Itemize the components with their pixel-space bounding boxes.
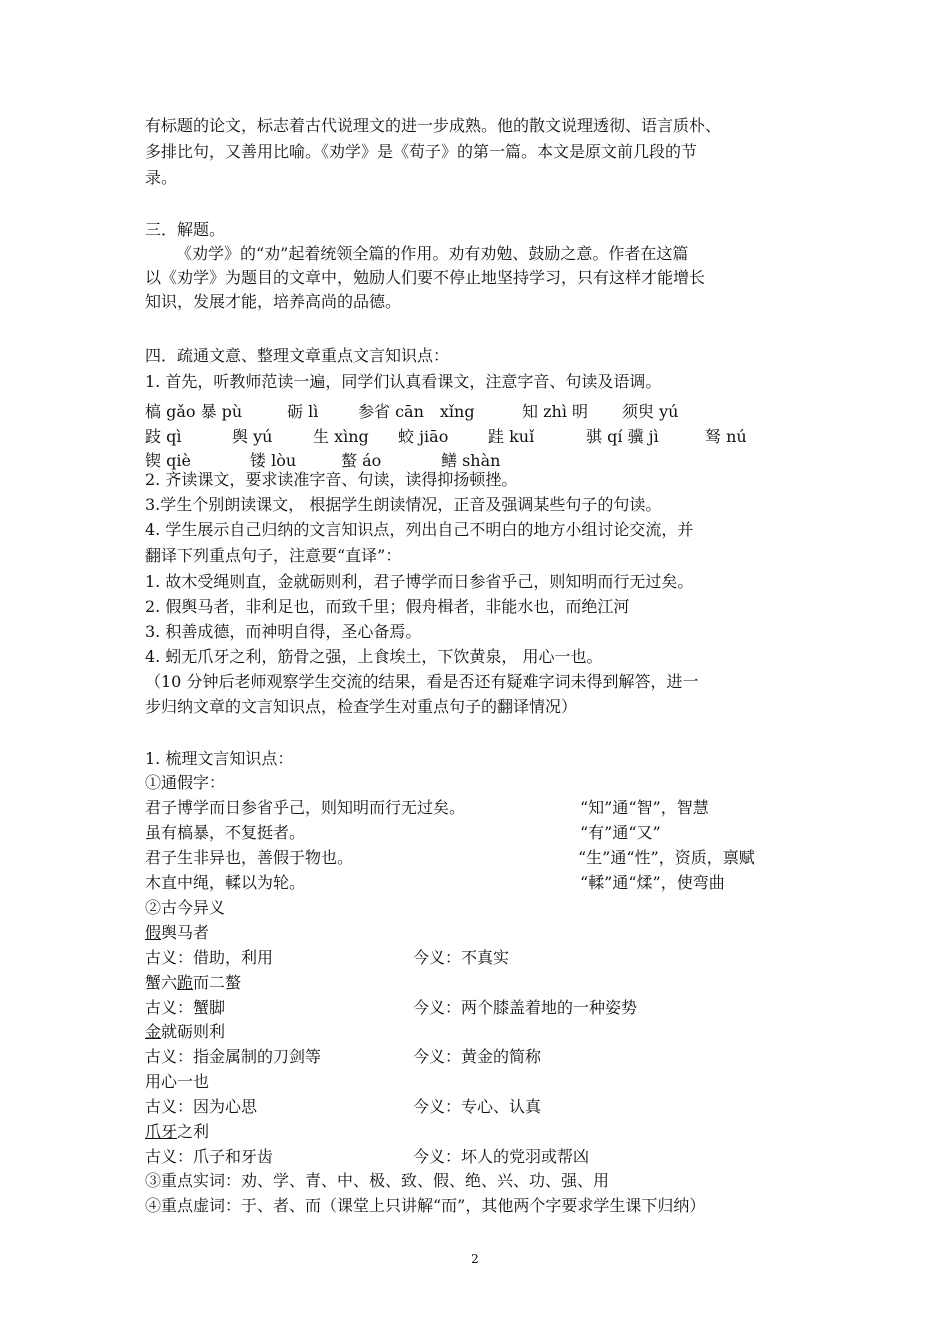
- key-content-words: ③重点实词：劝、学、青、中、极、致、假、绝、兴、功、强、用: [145, 1171, 610, 1190]
- step-2: 2. 齐读课文，要求读准字音、句读，读得抑扬顿挫。: [145, 470, 518, 489]
- gujin-ancient-meaning: 古义：爪子和牙齿: [145, 1147, 274, 1166]
- tongjia-note: “有”通“又”: [580, 823, 661, 842]
- gujin-keyword: 爪牙: [145, 1122, 178, 1141]
- gujin-phrase: 用心一也: [145, 1072, 210, 1091]
- tongjia-sentence: 木直中绳，輮以为轮。: [145, 873, 306, 892]
- pron-item: 锲 qiè: [145, 451, 191, 470]
- intro-line-3: 录。: [145, 168, 178, 187]
- section3-line-3: 知识，发展才能，培养高尚的品德。: [145, 292, 402, 311]
- key-sentence-4: 4. 蚓无爪牙之利，筋骨之强，上食埃土，下饮黄泉， 用心一也。: [145, 647, 603, 666]
- pron-item: 骐 qí 骥 jì: [586, 427, 659, 446]
- gujin-modern-meaning: 今义：黄金的简称: [413, 1047, 542, 1066]
- gujin-modern-meaning: 今义：坏人的党羽或帮凶: [413, 1147, 590, 1166]
- tongjia-sentence: 君子生非异也，善假于物也。: [145, 848, 354, 867]
- step-1: 1. 首先，听教师范读一遍，同学们认真看课文，注意字音、句读及语调。: [145, 372, 662, 391]
- teacher-note-line-1: （10 分钟后老师观察学生交流的结果，看是否还有疑难字词未得到解答，进一: [145, 672, 699, 691]
- pron-item: 驽 nú: [705, 427, 747, 446]
- section3-line-2: 以《劝学》为题目的文章中，勉励人们要不停止地坚持学习，只有这样才能增长: [145, 268, 706, 287]
- gujin-heading: ②古今异义: [145, 898, 226, 917]
- step-4-line-1: 4. 学生展示自己归纳的文言知识点，列出自己不明白的地方小组讨论交流，并: [145, 520, 694, 539]
- tongjia-note: “生”通“性”，资质，禀赋: [578, 848, 755, 867]
- key-function-words: ④重点虚词：于、者、而（课堂上只讲解“而”，其他两个字要求学生课下归纳）: [145, 1196, 706, 1215]
- pron-item: 砺 lì: [287, 402, 319, 421]
- gujin-modern-meaning: 今义：专心、认真: [413, 1097, 542, 1116]
- intro-line-2: 多排比句，又善用比喻。《劝学》是《荀子》的第一篇。本文是原文前几段的节: [145, 142, 698, 161]
- intro-line-1: 有标题的论文，标志着古代说理文的进一步成熟。他的散文说理透彻、语言质朴、: [145, 116, 722, 135]
- tongjia-sentence: 虽有槁暴，不复挺者。: [145, 823, 306, 842]
- pron-item: 跂 qì: [145, 427, 182, 446]
- tongjia-sentence: 君子博学而日参省乎己，则知明而行无过矣。: [145, 798, 466, 817]
- teacher-note-line-2: 步归纳文章的文言知识点，检查学生对重点句子的翻译情况）: [145, 697, 578, 716]
- pron-item: 鳝 shàn: [441, 451, 501, 470]
- section3-heading: 三．解题。: [145, 220, 226, 239]
- key-sentence-3: 3. 积善成德，而神明自得，圣心备焉。: [145, 622, 422, 641]
- gujin-phrase: 金就砺则利: [145, 1022, 226, 1041]
- page-number: 2: [471, 1252, 479, 1266]
- pron-item: 跬 kuǐ: [488, 427, 535, 446]
- gujin-ancient-meaning: 古义：蟹脚: [145, 998, 226, 1017]
- key-sentence-1: 1. 故木受绳则直，金就砺则利，君子博学而日参省乎己，则知明而行无过矣。: [145, 572, 694, 591]
- section4-heading: 四．疏通文意、整理文章重点文言知识点：: [145, 346, 450, 365]
- section3-line-1: 《劝学》的“劝”起着统领全篇的作用。劝有劝勉、鼓励之意。作者在这篇: [176, 244, 689, 263]
- tongjia-note: “輮”通“煣”，使弯曲: [580, 873, 725, 892]
- pron-item: 生 xìng: [313, 427, 369, 446]
- pron-item: 槁 gǎo 暴 pù: [145, 402, 243, 421]
- tongjia-note: “知”通“智”，智慧: [580, 798, 709, 817]
- gujin-ancient-meaning: 古义：指金属制的刀剑等: [145, 1047, 322, 1066]
- pron-item: 舆 yú: [232, 427, 273, 446]
- pron-item: 参省 cān xǐng: [358, 402, 475, 421]
- gujin-phrase: 假舆马者: [145, 923, 210, 942]
- pron-item: 蛟 jiāo: [398, 427, 449, 446]
- gujin-ancient-meaning: 古义：因为心思: [145, 1097, 258, 1116]
- key-sentence-2: 2. 假舆马者，非利足也，而致千里；假舟楫者，非能水也，而绝江河: [145, 597, 630, 616]
- step-4-line-2: 翻译下列重点句子，注意要“直译”：: [145, 546, 402, 565]
- pron-item: 螯 áo: [341, 451, 382, 470]
- gujin-keyword: 假: [145, 923, 162, 942]
- knowledge-heading: 1. 梳理文言知识点：: [145, 749, 294, 768]
- gujin-ancient-meaning: 古义：借助，利用: [145, 948, 274, 967]
- gujin-modern-meaning: 今义：不真实: [413, 948, 510, 967]
- pron-item: 须臾 yú: [622, 402, 679, 421]
- pron-item: 知 zhì 明: [522, 402, 589, 421]
- pron-item: 镂 lòu: [250, 451, 297, 470]
- gujin-keyword: 金: [145, 1022, 162, 1041]
- tongjia-heading: ①通假字：: [145, 773, 226, 792]
- gujin-modern-meaning: 今义：两个膝盖着地的一种姿势: [413, 998, 638, 1017]
- gujin-phrase: 蟹六跪而二螯: [145, 973, 242, 992]
- gujin-keyword: 跪: [177, 973, 194, 992]
- step-3: 3.学生个别朗读课文， 根据学生朗读情况，正音及强调某些句子的句读。: [145, 495, 662, 514]
- gujin-phrase: 爪牙之利: [145, 1122, 210, 1141]
